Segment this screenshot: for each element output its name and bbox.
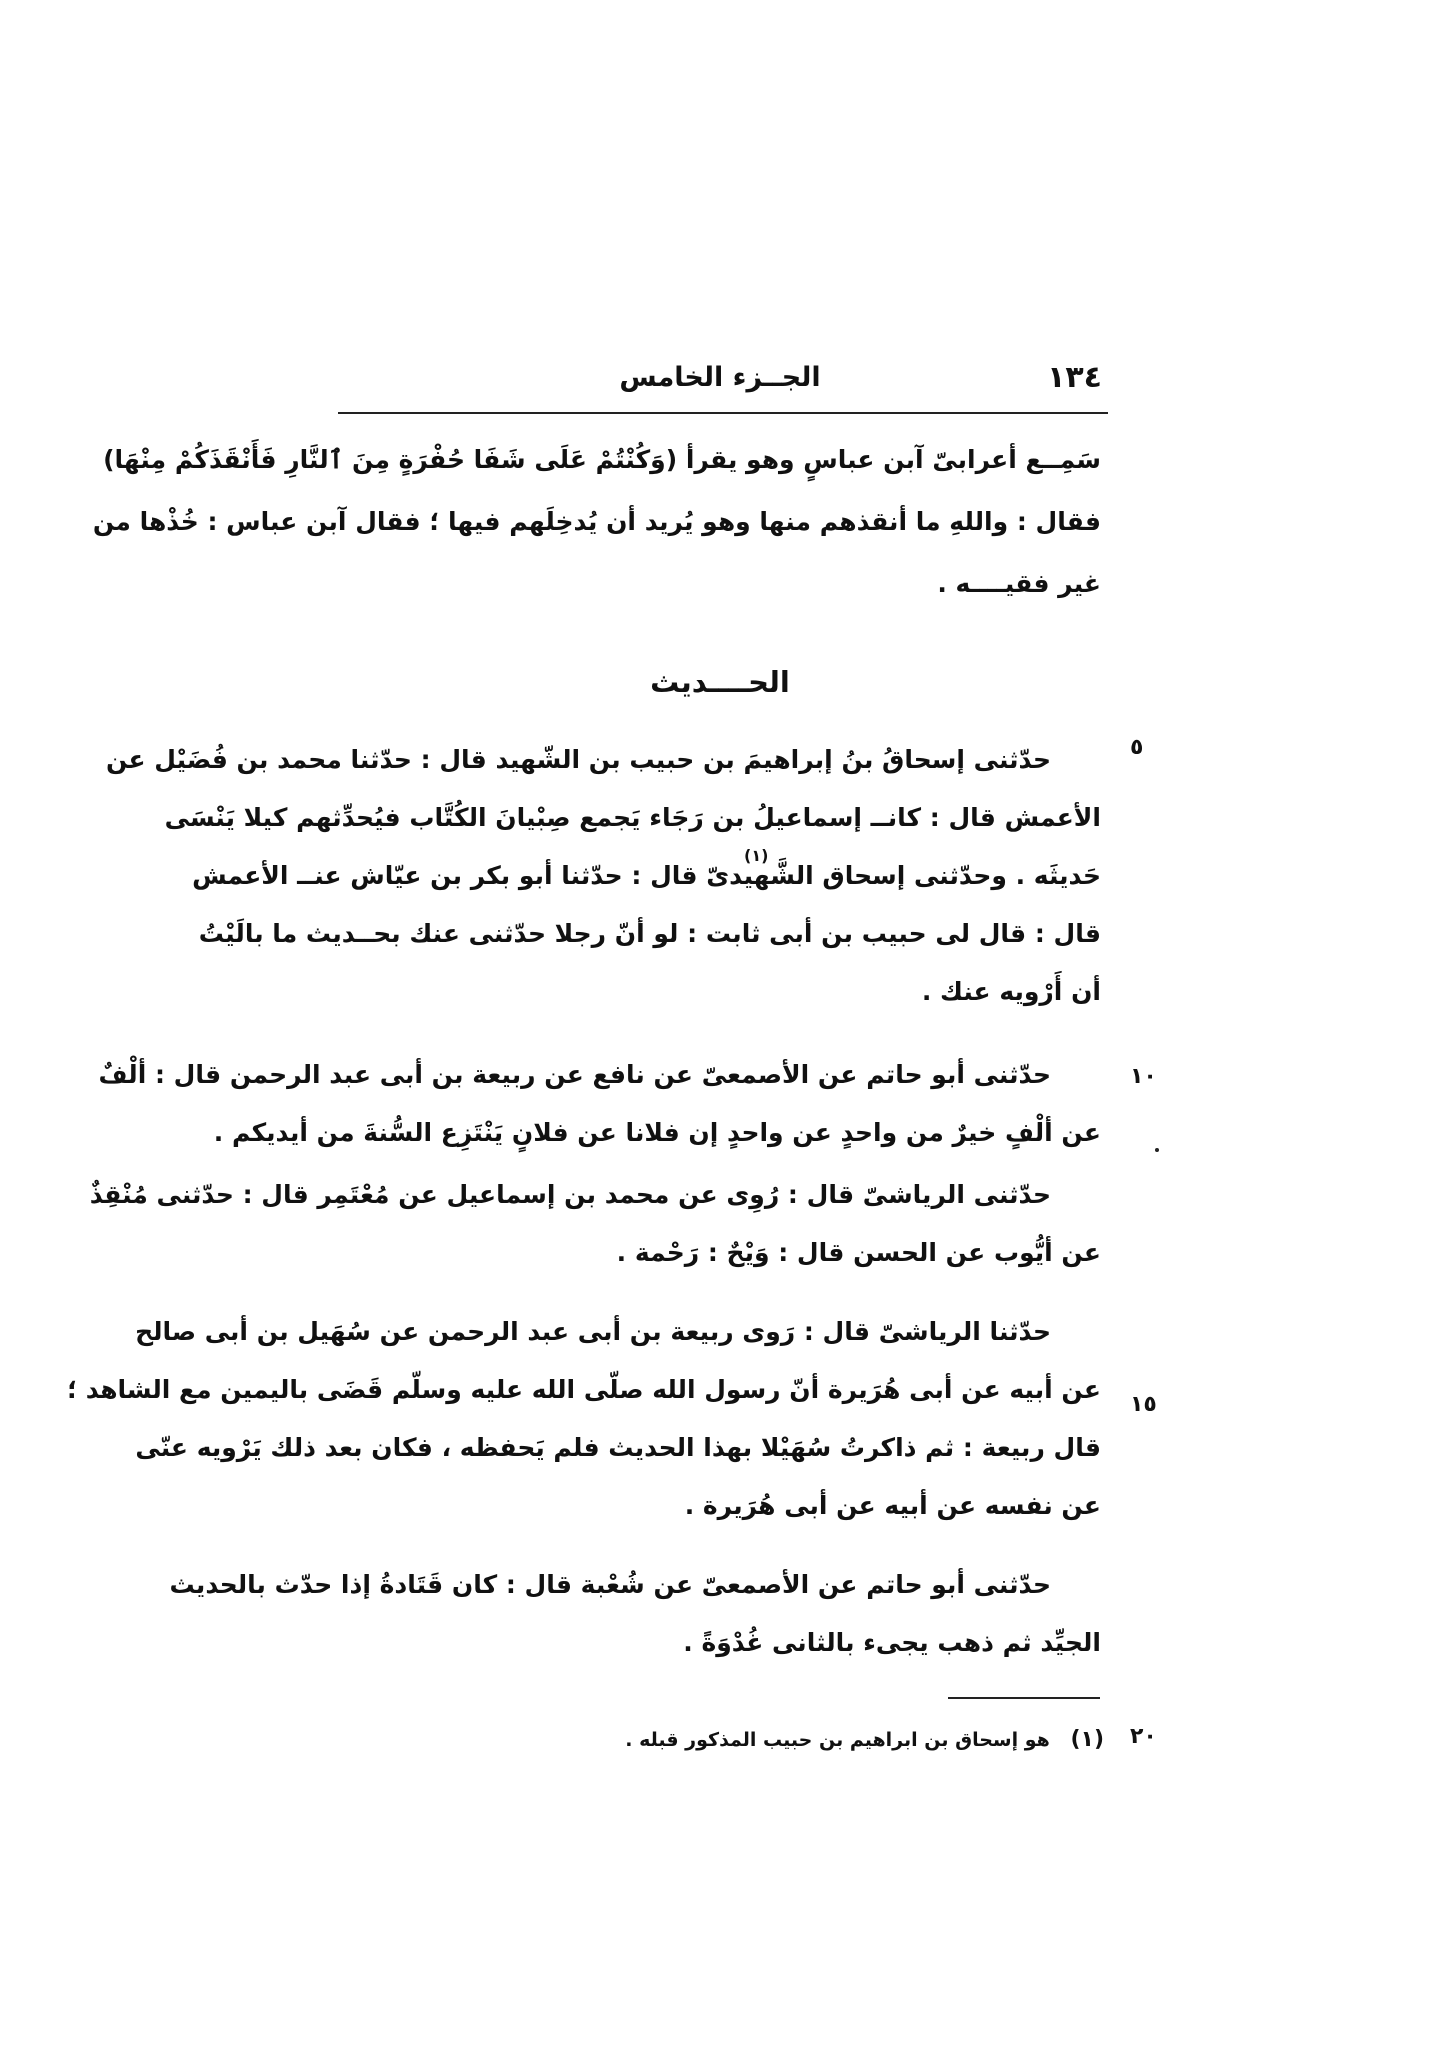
- text-line: عن أبيه عن أبى هُرَيرة أنّ رسول الله صلّى الله عليه وسلّم قَضَى باليمين مع الشاهد ؛: [67, 1375, 1101, 1404]
- text-line: فقال : واللهِ ما أنقذهم منها وهو يُريد أن يُدخِلَهم فيها ؛ فقال آبن عباس : خُذْها من: [92, 507, 1101, 536]
- page-number: ١٣٤: [1047, 360, 1102, 395]
- footnote-rule: [948, 1697, 1100, 1699]
- text-line: سَمِــع أعرابىّ آبن عباسٍ وهو يقرأ (وَكُنْتُمْ عَلَى شَفَا حُفْرَةٍ مِنَ ٱلنَّارِ فَأَنْقَذَكُمْ مِنْهَا): [103, 445, 1101, 474]
- text-line: عن نفسه عن أبيه عن أبى هُرَيرة .: [684, 1491, 1101, 1520]
- text-line: عن ألْفٍ خيرٌ من واحدٍ عن واحدٍ إن فلانا عن فلانٍ يَنْتَزِع السُّنةَ من أيديكم .: [213, 1118, 1101, 1147]
- text-line: الجيِّد ثم ذهب يجىء بالثانى غُدْوَةً .: [683, 1628, 1101, 1657]
- text-line: أن أَرْويه عنك .: [921, 977, 1101, 1006]
- footnote-reference: (١): [744, 846, 769, 865]
- text-line: حدّثنى إسحاقُ بنُ إبراهيمَ بن حبيب بن الشّهيد قال : حدّثنا محمد بن فُضَيْل عن: [106, 745, 1051, 774]
- text-line: حدّثنا الرياشىّ قال : رَوى ربيعة بن أبى عبد الرحمن عن سُهَيل بن أبى صالح: [135, 1317, 1051, 1346]
- text-line: قال ربيعة : ثم ذاكرتُ سُهَيْلا بهذا الحديث فلم يَحفظه ، فكان بعد ذلك يَرْويه عنّى: [135, 1433, 1101, 1462]
- text-line: حَديثَه . وحدّثنى إسحاق الشَّهيدىّ قال : حدّثنا أبو بكر بن عيّاش عنــ الأعمش: [192, 861, 1101, 890]
- line-number-20: ٢٠: [1130, 1724, 1157, 1749]
- running-title: الجــزء الخامس: [619, 362, 821, 393]
- footnote-text: هو إسحاق بن ابراهيم بن حبيب المذكور قبله .: [625, 1729, 1050, 1751]
- line-number-5: ٥: [1130, 735, 1144, 760]
- footnote-marker: (١): [1070, 1727, 1104, 1752]
- text-line: الأعمش قال : كانــ إسماعيلُ بن رَجَاء يَجمع صِبْيانَ الكُتَّاب فيُحدِّثهم كيلا يَنْسَى: [164, 803, 1101, 832]
- text-line: غير فقيــــه .: [937, 569, 1101, 598]
- text-line: حدّثنى أبو حاتم عن الأصمعىّ عن نافع عن ربيعة بن أبى عبد الرحمن قال : ألْفٌ: [98, 1060, 1051, 1089]
- text-line: قال : قال لى حبيب بن أبى ثابت : لو أنّ رجلا حدّثنى عنك بحــديث ما بالَيْتُ: [198, 919, 1101, 948]
- page-header: [338, 358, 1102, 398]
- section-heading: الحــــديث: [650, 665, 790, 699]
- text-line: حدّثنى الرياشىّ قال : رُوِى عن محمد بن إسماعيل عن مُعْتَمِر قال : حدّثنى مُنْقِذٌ: [89, 1180, 1051, 1209]
- margin-mark: [1155, 1148, 1159, 1152]
- line-number-15: ١٥: [1130, 1392, 1157, 1417]
- footnote: [625, 1725, 1104, 1755]
- header-rule: [338, 412, 1108, 414]
- line-number-10: ١٠: [1130, 1064, 1157, 1089]
- text-line: عن أيُّوب عن الحسن قال : وَيْحٌ : رَحْمة .: [616, 1238, 1101, 1267]
- text-line: حدّثنى أبو حاتم عن الأصمعىّ عن شُعْبة قال : كان قَتَادةُ إذا حدّث بالحديث: [169, 1570, 1051, 1599]
